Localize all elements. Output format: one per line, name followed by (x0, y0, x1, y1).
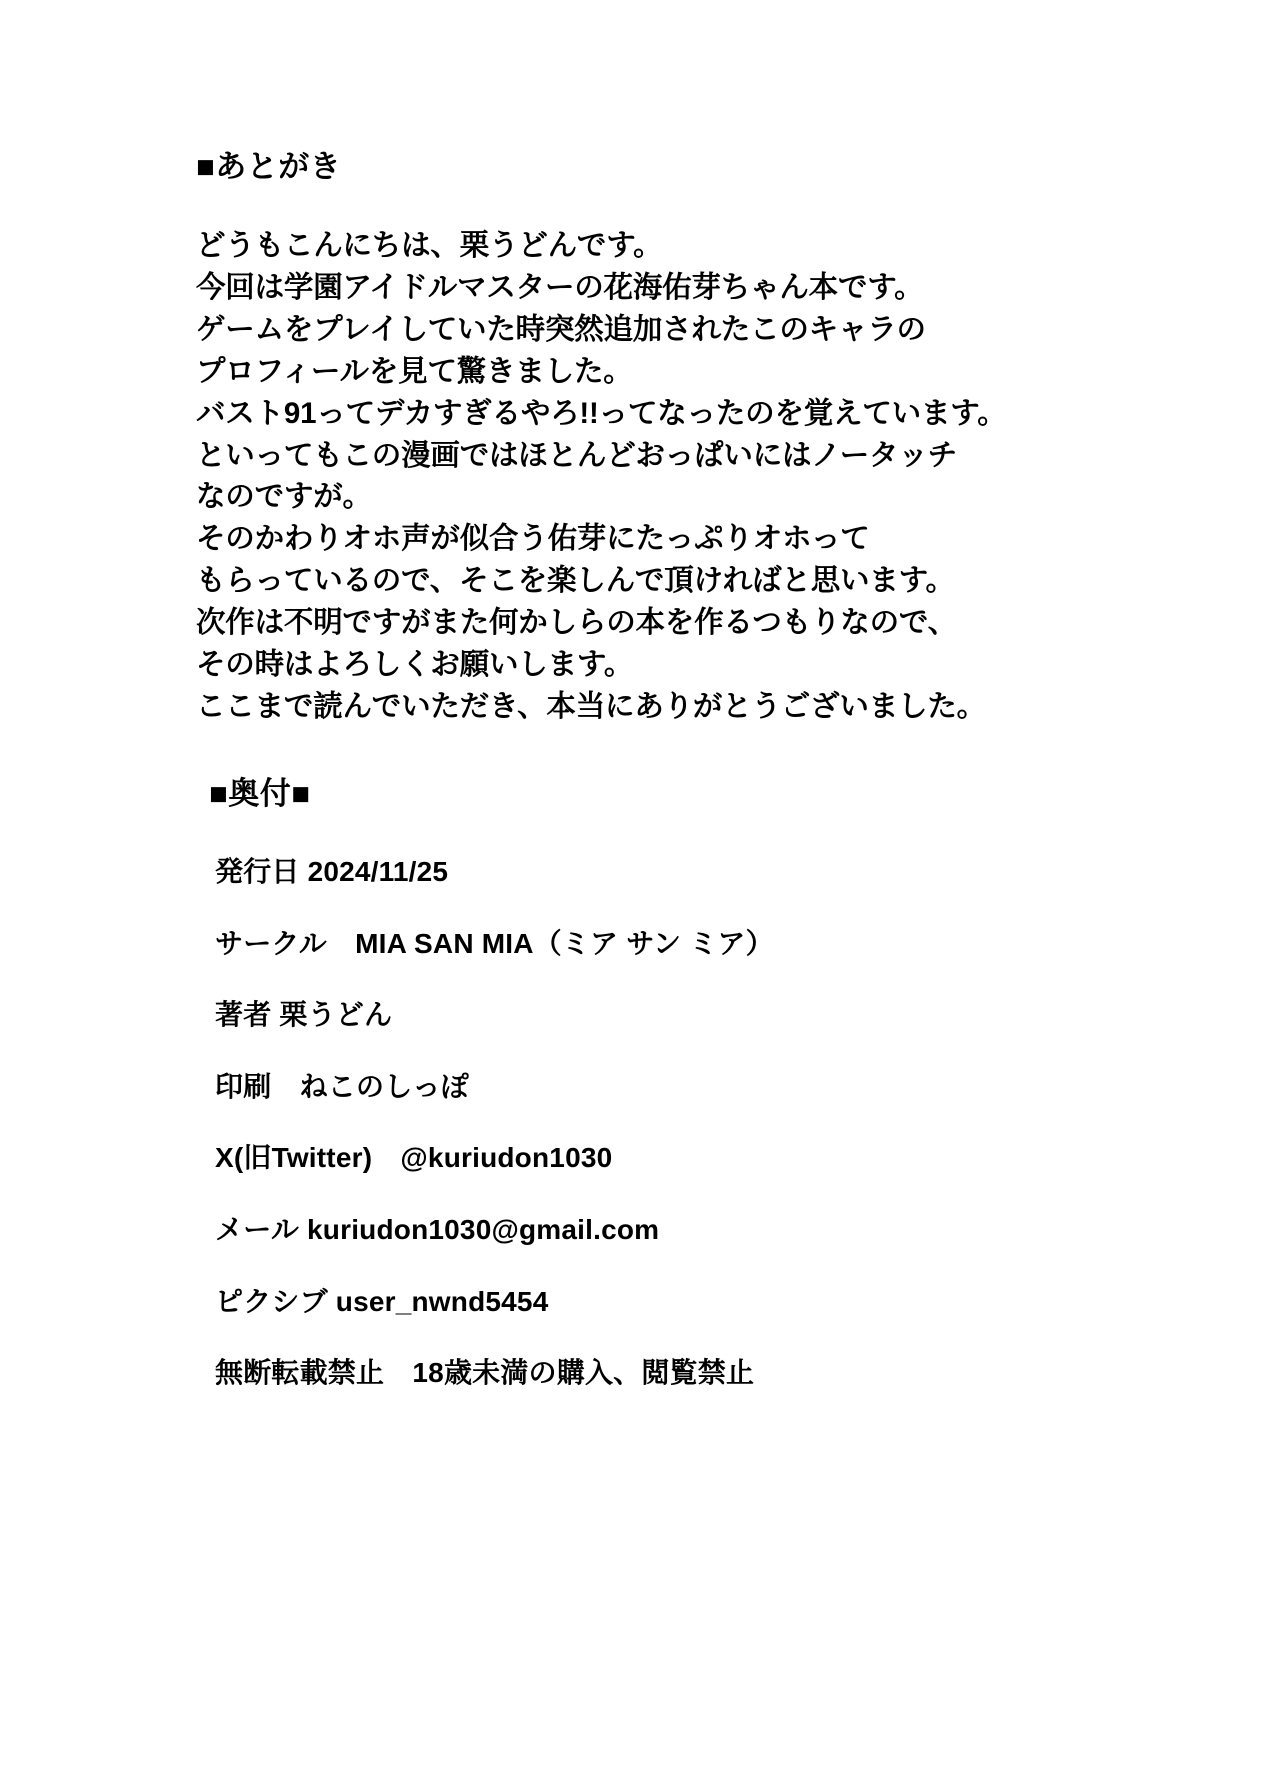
colophon-row-circle: サークル MIA SAN MIA（ミア サン ミア） (215, 927, 774, 959)
afterword-line: なのですが。 (196, 480, 372, 514)
afterword-line: バスト91ってデカすぎるやろ!!ってなったのを覚えています。 (196, 396, 1007, 430)
afterword-body (196, 225, 1096, 728)
colophon-row-author: 著者 栗うどん (215, 999, 393, 1031)
afterword-line: 今回は学園アイドルマスターの花海佑芽ちゃん本です。 (196, 271, 924, 305)
afterword-line: そのかわりオホ声が似合う佑芽にたっぷりオホって (196, 522, 870, 556)
colophon-row-printer: 印刷 ねこのしっぽ (215, 1070, 469, 1102)
colophon-row-twitter: X(旧Twitter) @kuriudon1030 (215, 1142, 613, 1174)
colophon-row-pixiv: ピクシブ user_nwnd5454 (215, 1285, 549, 1317)
afterword-line: その時はよろしくお願いします。 (196, 647, 634, 681)
colophon-list (215, 855, 1135, 1390)
afterword-line: プロフィールを見て驚きました。 (196, 354, 633, 388)
afterword-line: どうもこんにちは、栗うどんです。 (196, 229, 663, 263)
afterword-line: ゲームをプレイしていた時突然追加されたこのキャラの (196, 312, 926, 346)
afterword-line: 次作は不明ですがまた何かしらの本を作るつもりなので、 (196, 606, 957, 640)
afterword-section (196, 148, 1096, 728)
colophon-section (209, 768, 1135, 1390)
colophon-heading: ■奥付■ (209, 776, 311, 811)
colophon-row-email: メール kuriudon1030@gmail.com (215, 1213, 660, 1245)
afterword-line: ここまで読んでいただき、本当にありがとうございました。 (196, 689, 986, 723)
afterword-heading: ■あとがき (196, 149, 342, 184)
colophon-row-notice: 無断転載禁止 18歳未満の購入、閲覧禁止 (215, 1357, 755, 1389)
colophon-row-publication-date: 発行日 2024/11/25 (215, 856, 449, 887)
afterword-line: もらっているので、そこを楽しんで頂ければと思います。 (196, 564, 955, 598)
afterword-line: といってもこの漫画ではほとんどおっぱいにはノータッチ (196, 438, 957, 472)
